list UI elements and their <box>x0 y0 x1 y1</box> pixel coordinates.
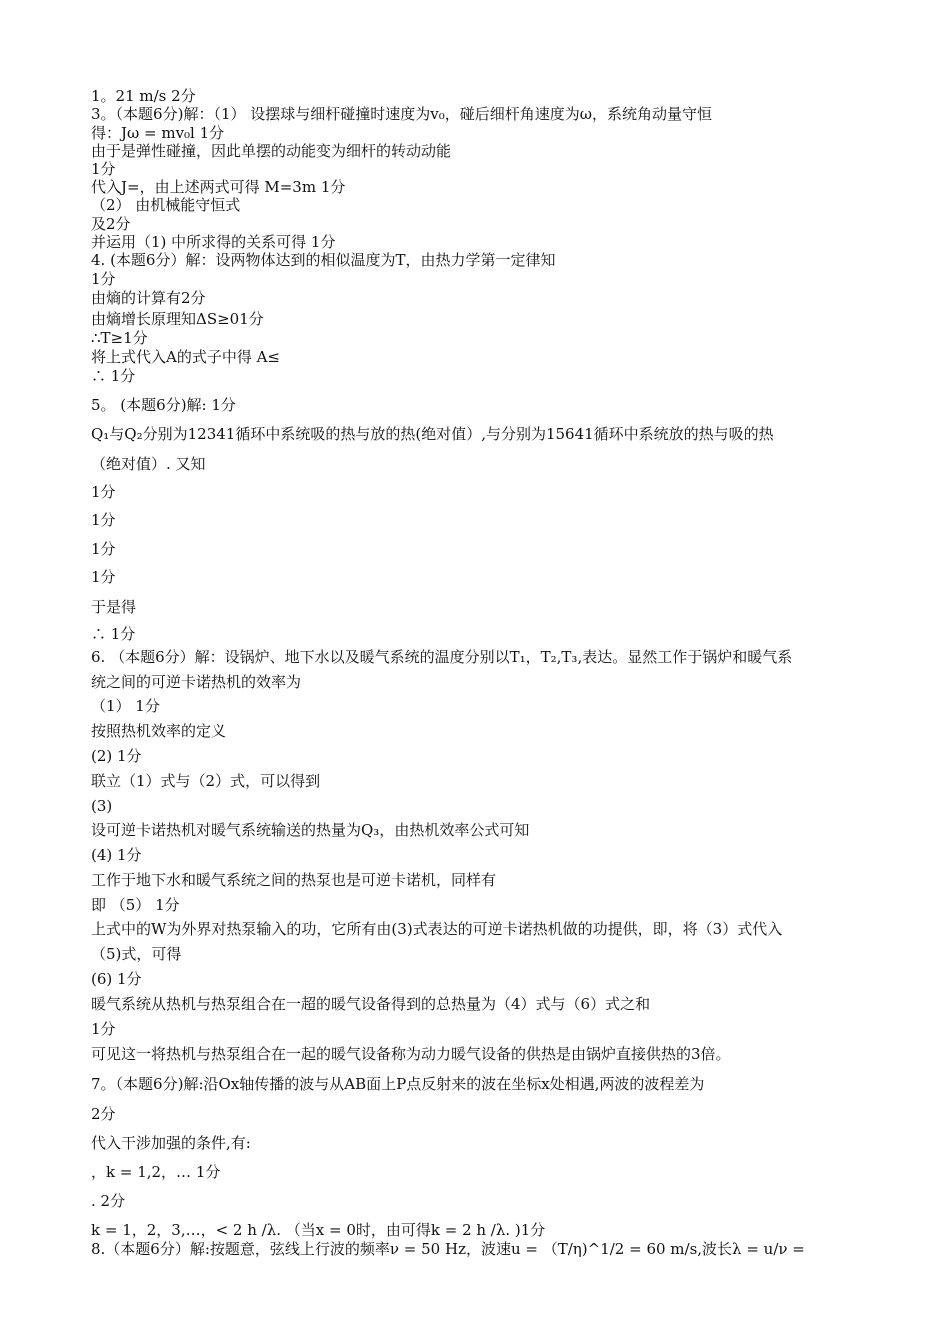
text-line-38: （5)式，可得 <box>91 945 182 963</box>
text-line-5: 1分 <box>91 160 116 178</box>
text-line-16: ∴ 1分 <box>91 367 136 385</box>
text-line-33: 设可逆卡诺热机对暖气系统输送的热量为Q₃，由热机效率公式可知 <box>91 821 530 839</box>
text-line-31: 联立（1）式与（2）式，可以得到 <box>91 772 321 790</box>
text-line-37: 上式中的W为外界对热泵输入的功，它所有由(3)式表达的可逆卡诺热机做的功提供，即，将（3）式代入 <box>91 920 783 938</box>
text-line-18: Q₁与Q₂分别为12341循环中系统吸的热与放的热(绝对值）,与分别为15641循环中系统放的热与吸的热 <box>91 425 774 443</box>
text-line-36: 即 （5） 1分 <box>91 896 180 914</box>
text-line-8: 及2分 <box>91 215 131 233</box>
text-line-42: 可见这一将热机与热泵组合在一起的暖气设备称为动力暖气设备的供热是由锅炉直接供热的3倍。 <box>91 1045 731 1063</box>
text-line-41: 1分 <box>91 1020 116 1038</box>
text-line-28: （1） 1分 <box>91 697 160 715</box>
text-line-3: 得：Jω = mv₀l 1分 <box>91 124 225 142</box>
text-line-22: 1分 <box>91 540 116 558</box>
text-line-25: ∴ 1分 <box>91 625 136 643</box>
text-line-12: 由熵的计算有2分 <box>91 289 206 307</box>
text-line-2: 3。（本题6分)解：（1） 设摆球与细杆碰撞时速度为v₀，碰后细杆角速度为ω，系统角动量守恒 <box>91 105 712 123</box>
text-line-14: ∴T≥1分 <box>91 329 148 347</box>
text-line-30: (2) 1分 <box>91 747 142 765</box>
text-line-35: 工作于地下水和暖气系统之间的热泵也是可逆卡诺机，同样有 <box>91 871 497 889</box>
text-line-15: 将上式代入A的式子中得 A≤ <box>91 348 281 366</box>
text-line-39: (6) 1分 <box>91 970 142 988</box>
text-line-21: 1分 <box>91 511 116 529</box>
text-line-34: (4) 1分 <box>91 846 142 864</box>
text-line-44: 2分 <box>91 1105 116 1123</box>
text-line-24: 于是得 <box>91 598 137 616</box>
text-line-49: 8.（本题6分）解:按题意，弦线上行波的频率ν = 50 Hz，波速u = （T/η)^1/2 = 60 m/s,波长λ = u/ν = <box>91 1240 805 1258</box>
text-line-29: 按照热机效率的定义 <box>91 722 227 740</box>
text-line-13: 由熵增长原理知ΔS≥01分 <box>91 310 264 328</box>
text-line-32: (3) <box>91 797 113 815</box>
text-line-43: 7。（本题6分)解:沿Ox轴传播的波与从AB面上P点反射来的波在坐标x处相遇,两波的波程差为 <box>91 1075 705 1093</box>
text-line-6: 代入J=，由上述两式可得 M=3m 1分 <box>91 178 346 196</box>
text-line-1: 1。21 m/s 2分 <box>91 87 196 105</box>
text-line-10: 4. (本题6分）解：设两物体达到的相似温度为T，由热力学第一定律知 <box>91 251 556 269</box>
text-line-20: 1分 <box>91 483 116 501</box>
text-line-47: . 2分 <box>91 1192 126 1210</box>
text-line-26: 6. （本题6分）解：设锅炉、地下水以及暖气系统的温度分别以T₁，T₂,T₃,表达。显然工作于锅炉和暖气系 <box>91 648 793 666</box>
text-line-17: 5。 (本题6分)解: 1分 <box>91 396 236 414</box>
text-line-46: ，k = 1,2，… 1分 <box>91 1163 221 1181</box>
text-line-7: （2） 由机械能守恒式 <box>91 196 241 214</box>
text-line-27: 统之间的可逆卡诺热机的效率为 <box>91 673 302 691</box>
text-line-11: 1分 <box>91 270 116 288</box>
text-line-45: 代入干涉加强的条件,有: <box>91 1134 251 1152</box>
text-line-9: 并运用（1) 中所求得的关系可得 1分 <box>91 233 336 251</box>
text-line-23: 1分 <box>91 568 116 586</box>
text-line-19: （绝对值）. 又知 <box>91 455 206 473</box>
text-line-48: k = 1，2，3,…，< 2 h /λ. （当x = 0时，由可得k = 2 h /λ. )1分 <box>91 1221 546 1239</box>
text-line-40: 暖气系统从热机与热泵组合在一超的暖气设备得到的总热量为（4）式与（6）式之和 <box>91 995 651 1013</box>
text-line-4: 由于是弹性碰撞，因此单摆的动能变为细杆的转动动能 <box>91 142 452 160</box>
